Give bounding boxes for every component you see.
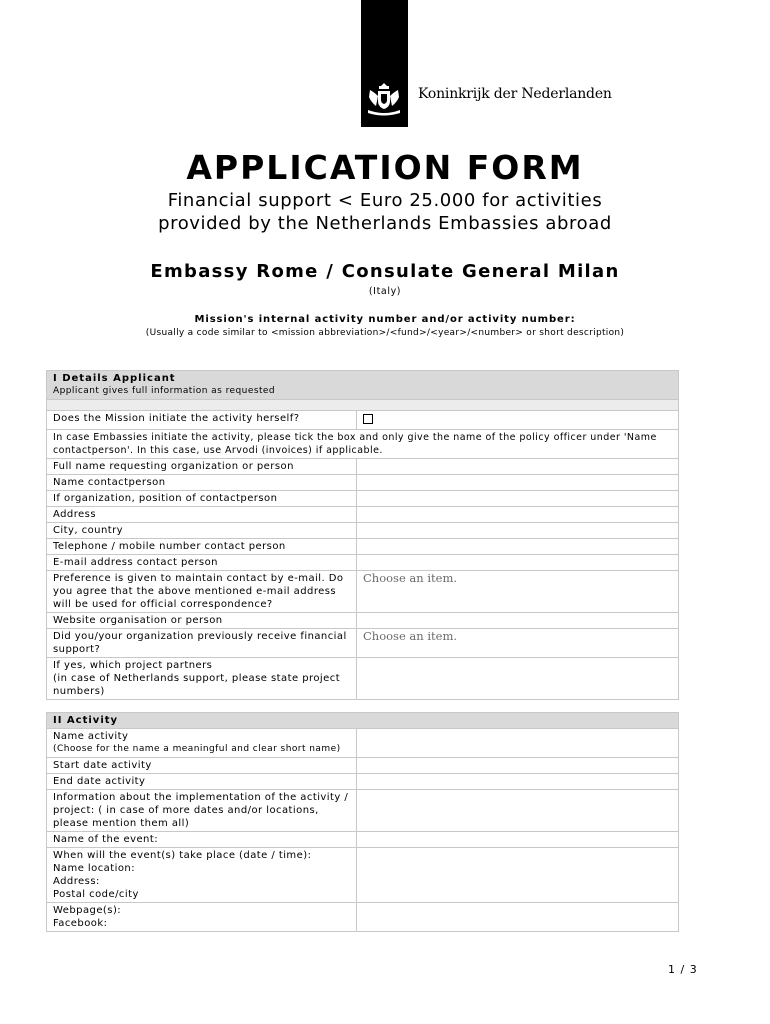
- end-date-label: End date activity: [47, 774, 357, 790]
- position-field[interactable]: [357, 491, 679, 507]
- partners-field[interactable]: [357, 658, 679, 700]
- event-name-label: Name of the event:: [47, 832, 357, 848]
- mission-number-hint: (Usually a code similar to <mission abbreviation>/<fund>/<year>/<number> or short description): [145, 328, 625, 338]
- contactperson-field[interactable]: [357, 475, 679, 491]
- details-applicant-table: [46, 370, 679, 700]
- name-activity-hint: (Choose for the name a meaningful and clear short name): [53, 744, 341, 754]
- partners-label: If yes, which project partners (in case of Netherlands support, please state project numbers): [47, 658, 357, 700]
- row-label: Address: [47, 507, 357, 523]
- start-date-label: Start date activity: [47, 758, 357, 774]
- prev-support-label: Did you/your organization previously receive financial support?: [47, 629, 357, 658]
- event-details-label: When will the event(s) take place (date / time): Name location: Address: Postal code/city: [47, 848, 357, 903]
- page-title: APPLICATION FORM: [186, 148, 584, 187]
- email-field[interactable]: [357, 555, 679, 571]
- row-label: If organization, position of contactperson: [47, 491, 357, 507]
- row-label: City, country: [47, 523, 357, 539]
- subtitle-line-2: provided by the Netherlands Embassies abroad: [158, 213, 612, 234]
- start-date-field[interactable]: [357, 758, 679, 774]
- website-field[interactable]: [357, 613, 679, 629]
- initiate-checkbox-cell[interactable]: [357, 411, 679, 430]
- section-1-title: I Details Applicant: [53, 373, 176, 384]
- activity-table: [46, 712, 679, 932]
- name-activity-field[interactable]: [357, 729, 679, 758]
- embassy-heading: Embassy Rome / Consulate General Milan: [150, 261, 620, 282]
- city-country-field[interactable]: [357, 523, 679, 539]
- website-label: Website organisation or person: [47, 613, 357, 629]
- web-links-label: Webpage(s): Facebook:: [47, 903, 357, 932]
- row-label: E-mail address contact person: [47, 555, 357, 571]
- initiate-checkbox[interactable]: [363, 414, 373, 424]
- kingdom-name: Koninkrijk der Nederlanden: [418, 86, 612, 102]
- prev-support-dropdown[interactable]: [357, 629, 679, 658]
- email-preference-label: Preference is given to maintain contact by e-mail. Do you agree that the above mentioned e-mail address will be used for official correspondence?: [47, 571, 357, 613]
- page-number: 1 / 3: [668, 963, 698, 976]
- spacer: [47, 400, 679, 411]
- row-label: Full name requesting organization or person: [47, 459, 357, 475]
- section-2-header: [47, 713, 679, 729]
- coat-of-arms-icon: [364, 80, 404, 116]
- implementation-label: Information about the implementation of the activity / project: ( in case of more dates and/or locations, please mention them all): [47, 790, 357, 832]
- event-name-field[interactable]: [357, 832, 679, 848]
- event-details-field[interactable]: [357, 848, 679, 903]
- full-name-field[interactable]: [357, 459, 679, 475]
- section-1-note: Applicant gives full information as requested: [53, 386, 276, 396]
- web-links-field[interactable]: [357, 903, 679, 932]
- initiate-note: In case Embassies initiate the activity, please tick the box and only give the name of the policy officer under 'Name contactperson'. In this case, use Arvodi (invoices) if applicable.: [47, 430, 679, 459]
- section-1-header: [47, 371, 679, 400]
- telephone-field[interactable]: [357, 539, 679, 555]
- mission-number-label: Mission's internal activity number and/or activity number:: [194, 314, 576, 325]
- subtitle-line-1: Financial support < Euro 25.000 for activities: [167, 190, 603, 211]
- section-2-title: II Activity: [53, 715, 119, 726]
- address-field[interactable]: [357, 507, 679, 523]
- name-activity-text: Name activity: [53, 731, 129, 742]
- row-label: Name contactperson: [47, 475, 357, 491]
- implementation-field[interactable]: [357, 790, 679, 832]
- prev-support-value[interactable]: Choose an item.: [363, 629, 457, 643]
- name-activity-label: [47, 729, 357, 758]
- end-date-field[interactable]: [357, 774, 679, 790]
- row-label: Telephone / mobile number contact person: [47, 539, 357, 555]
- initiate-question: Does the Mission initiate the activity herself?: [47, 411, 357, 430]
- country-label: (Italy): [368, 286, 402, 297]
- email-preference-dropdown[interactable]: [357, 571, 679, 613]
- email-preference-value[interactable]: Choose an item.: [363, 571, 457, 585]
